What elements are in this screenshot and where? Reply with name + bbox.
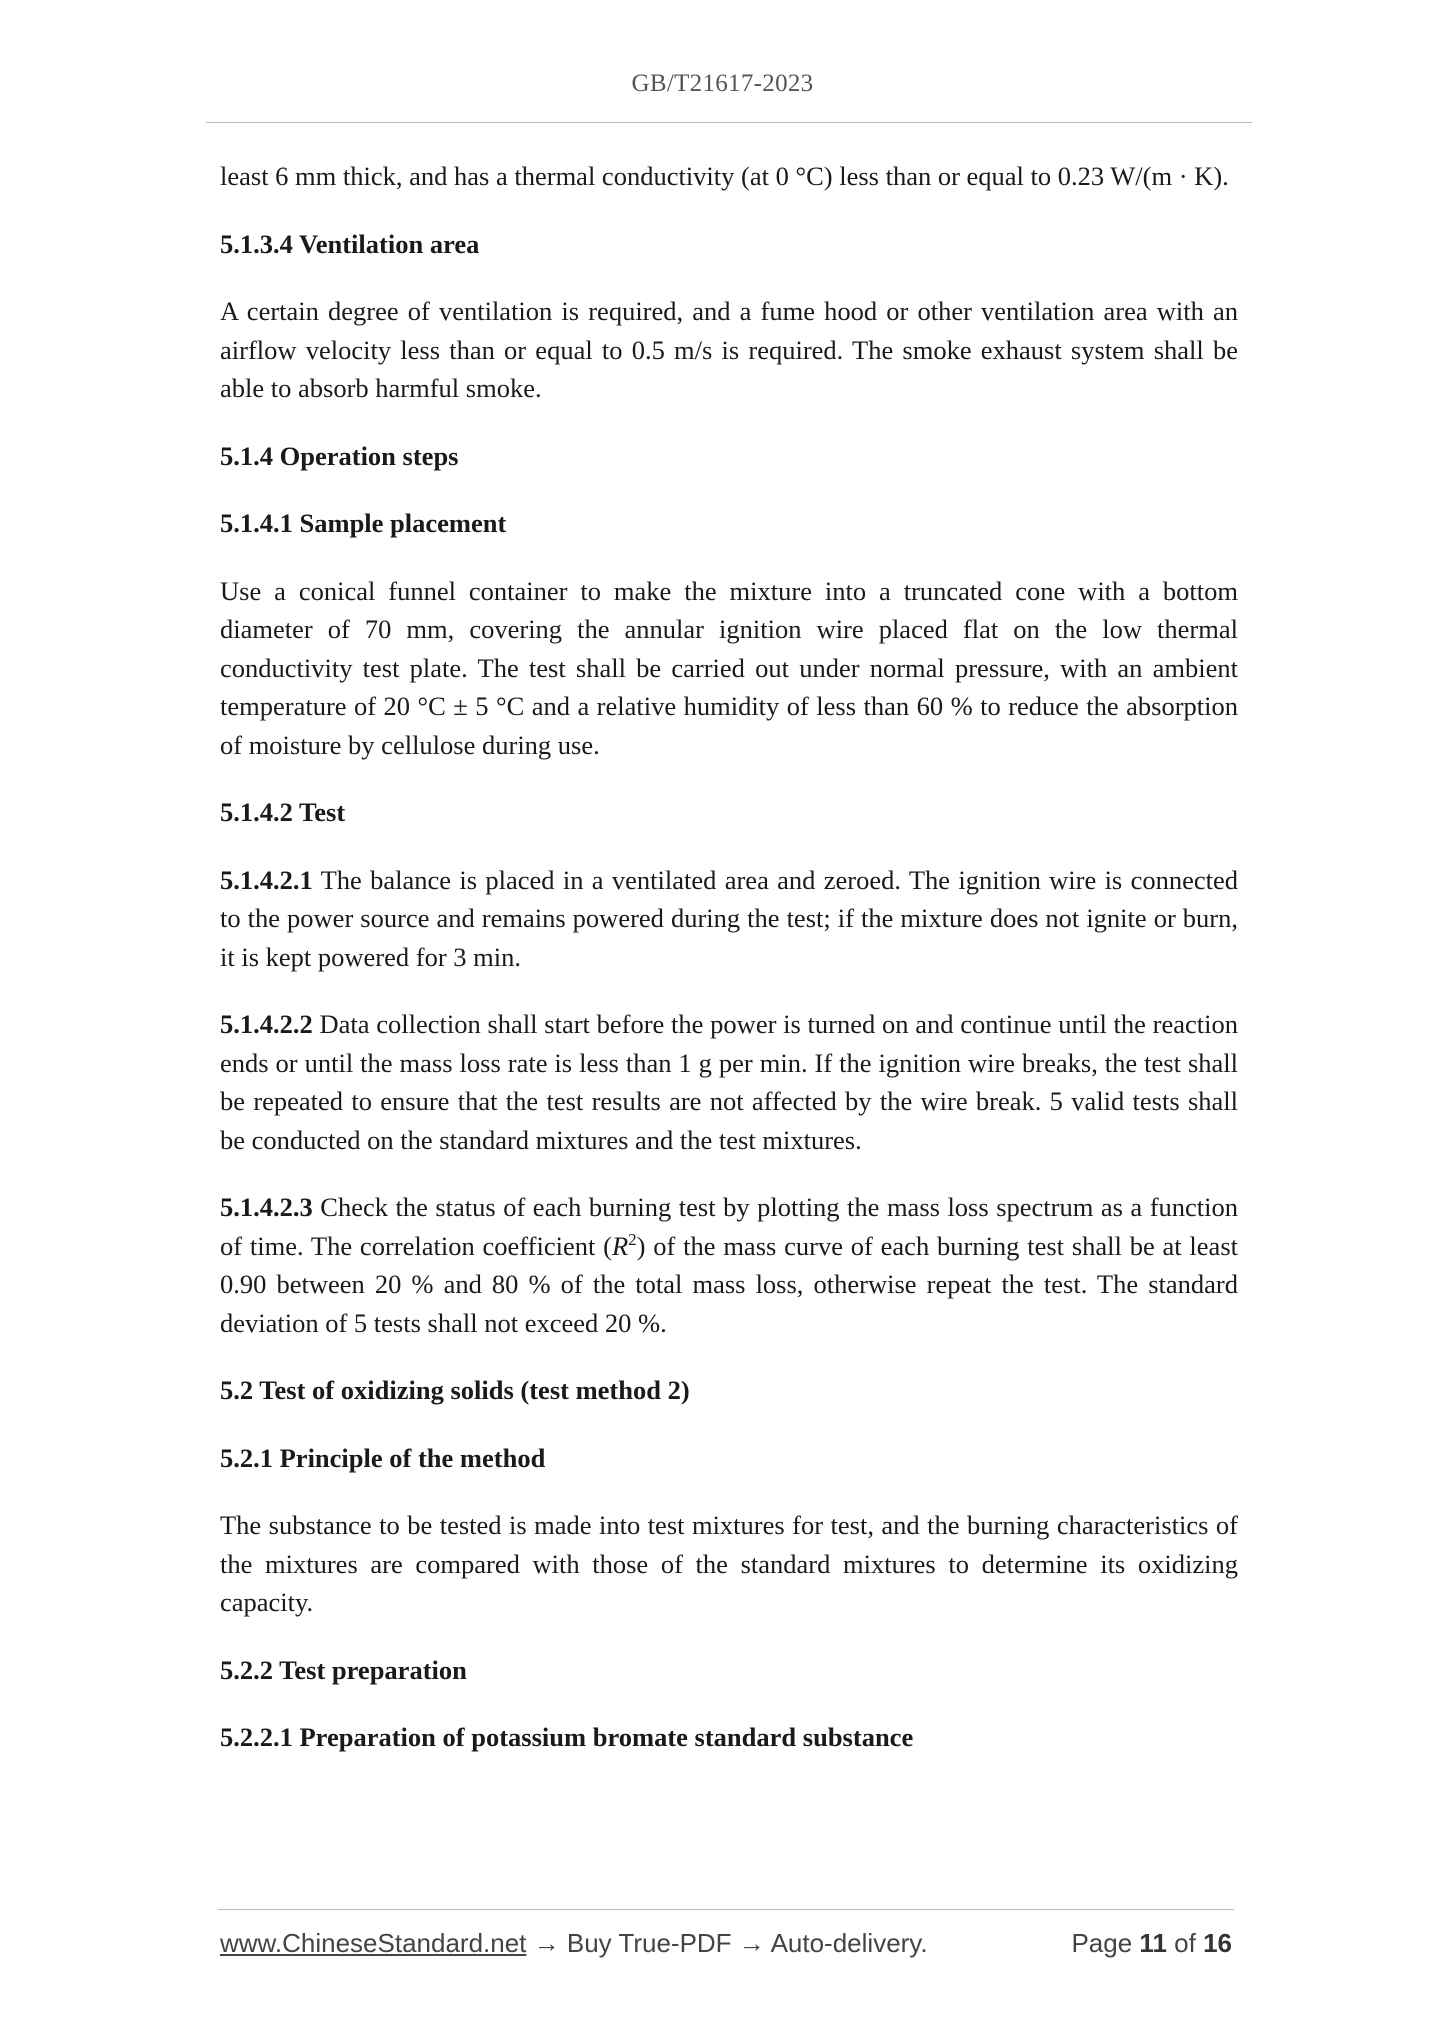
heading-5-1-4: 5.1.4 Operation steps	[220, 440, 459, 471]
page-current: 11	[1139, 1928, 1167, 1958]
header-divider	[206, 122, 1252, 123]
heading-5-2-1: 5.2.1 Principle of the method	[220, 1442, 546, 1473]
clause-5-1-4-2-1	[220, 861, 1238, 977]
document-body	[220, 157, 1238, 1786]
clause-number: 5.1.4.2.3	[220, 1192, 313, 1222]
heading-5-2: 5.2 Test of oxidizing solids (test method 2)	[220, 1375, 690, 1405]
ventilation-paragraph: A certain degree of ventilation is required, and a fume hood or other ventilation area with an airflow velocity less than or equal to 0.5 m/s is required. The smoke exhaust system shall be able to absorb harmful smoke.	[220, 296, 1238, 403]
clause-5-1-4-2-2	[220, 1005, 1238, 1159]
clause-text: The balance is placed in a ventilated area and zeroed. The ignition wire is connected to the power source and remains powered during the test; if the mixture does not ignite or burn, it is kept powered for 3 min.	[220, 864, 1238, 972]
heading-5-1-3-4: 5.1.3.4 Ventilation area	[220, 228, 480, 259]
site-link[interactable]: www.ChineseStandard.net	[220, 1928, 527, 1958]
heading-5-2-2-1: 5.2.2.1 Preparation of potassium bromate standard substance	[220, 1722, 914, 1752]
footer-divider	[218, 1909, 1234, 1910]
heading-5-2-2: 5.2.2 Test preparation	[220, 1654, 467, 1685]
clause-number: 5.1.4.2.1	[220, 864, 313, 895]
page-footer	[220, 1928, 1232, 1968]
page-word: Page	[1071, 1928, 1133, 1958]
page-header	[0, 70, 1445, 98]
clause-text: Data collection shall start before the power is turned on and continue until the reaction ends or until the mass loss rate is less than 1 g per min. If the ignition wire breaks, the test shall be repeated to ensure that the test results are not affected by the wire break. 5 valid tests shall be conducted on the standard mixtures and the test mixtures.	[220, 1009, 1239, 1155]
of-word: of	[1174, 1928, 1196, 1958]
clause-text-a: Check the status of each burning test by plotting the mass loss spectrum as a function of time. The correlation coefficient (	[220, 1192, 1238, 1261]
heading-5-1-4-1: 5.1.4.1 Sample placement	[220, 508, 507, 538]
r-squared-exponent: 2	[628, 1229, 637, 1249]
heading-5-1-4-2: 5.1.4.2 Test	[220, 797, 346, 827]
principle-paragraph: The substance to be tested is made into test mixtures for test, and the burning characteristics of the mixtures are compared with those of the standard mixtures to determine its oxidizing capacity.	[220, 1510, 1238, 1617]
r-squared-symbol: R	[611, 1230, 629, 1261]
sample-placement-paragraph: Use a conical funnel container to make the mixture into a truncated cone with a bottom diameter of 70 mm, covering the annular ignition wire placed flat on the low thermal conductivity test plate. The test shall be carried out under normal pressure, with an ambient temperature of 20 °C ± 5 °C and a relative humidity of less than 60 % to reduce the absorption of moisture by cellulose during use.	[220, 575, 1238, 760]
continuation-paragraph: least 6 mm thick, and has a thermal conductivity (at 0 °C) less than or equal to 0.23 W/(m · K).	[220, 161, 1229, 191]
clause-text-b: ) of the mass curve of each burning test shall be at least 0.90 between 20 % and 80 % of the total mass loss, otherwise repeat the test. The standard deviation of 5 tests shall not exceed 20 %.	[220, 1230, 1238, 1338]
clause-number: 5.1.4.2.2	[220, 1009, 313, 1039]
footer-promo	[220, 1928, 928, 1959]
page-number	[1071, 1928, 1232, 1959]
document-id: GB/T21617-2023	[631, 70, 814, 97]
clause-5-1-4-2-3	[220, 1188, 1238, 1342]
footer-tagline: → Buy True-PDF → Auto-delivery.	[526, 1928, 928, 1958]
page-total: 16	[1203, 1928, 1232, 1958]
